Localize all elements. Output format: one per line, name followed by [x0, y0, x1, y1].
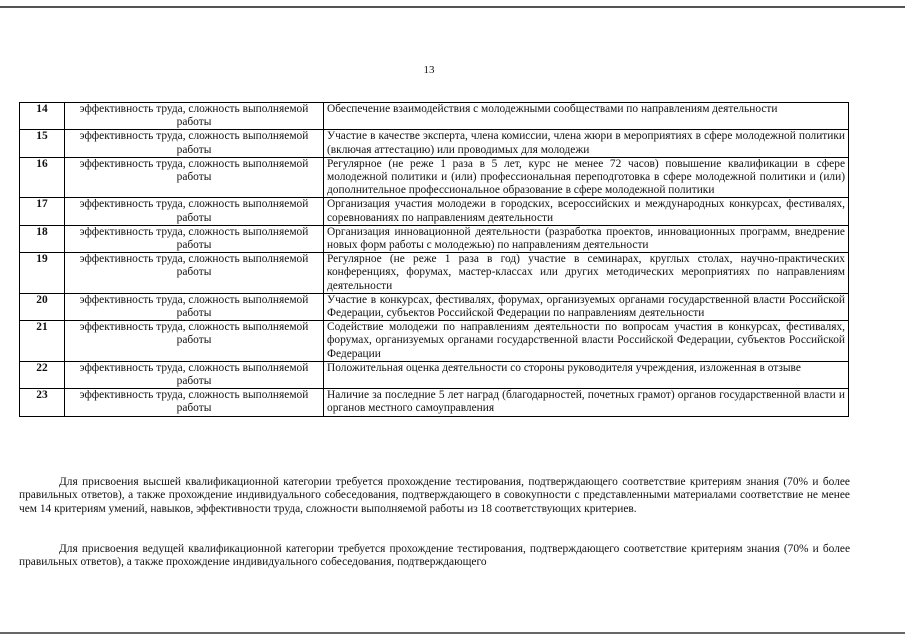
- row-number: 22: [20, 361, 65, 388]
- paragraph-leading-category: Для присвоения ведущей квалификационной категории требуется прохождение тестирования, подтверждающего соответствие критериям знания (70% и более правильных ответов), а также прохождение индивидуального собеседования, подтверждающего: [19, 543, 850, 569]
- table-row: [20, 321, 849, 362]
- row-criterion: эффективность труда, сложность выполняемой работы: [65, 103, 324, 130]
- row-criterion: эффективность труда, сложность выполняемой работы: [65, 198, 324, 225]
- row-description: Положительная оценка деятельности со стороны руководителя учреждения, изложенная в отзыве: [324, 361, 849, 388]
- row-number: 16: [20, 157, 65, 198]
- scan-edge-top: [0, 6, 905, 8]
- criteria-table-body: [20, 103, 849, 417]
- row-description: Участие в качестве эксперта, члена комиссии, члена жюри в мероприятиях в сфере молодежной политики (включая аттестацию) или проводимых для молодежи: [324, 130, 849, 157]
- row-description: Участие в конкурсах, фестивалях, форумах, организуемых органами государственной власти Российской Федерации, субъектов Российской Федерации по направлениям деятельности: [324, 293, 849, 320]
- table-row: [20, 157, 849, 198]
- table-row: [20, 103, 849, 130]
- row-number: 15: [20, 130, 65, 157]
- table-row: [20, 130, 849, 157]
- table-row: [20, 389, 849, 416]
- row-description: Наличие за последние 5 лет наград (благодарностей, почетных грамот) органов государственной власти и органов местного самоуправления: [324, 389, 849, 416]
- table-row: [20, 253, 849, 294]
- row-criterion: эффективность труда, сложность выполняемой работы: [65, 389, 324, 416]
- scan-edge-bottom: [0, 632, 905, 634]
- table-row: [20, 361, 849, 388]
- paragraph-highest-category: Для присвоения высшей квалификационной категории требуется прохождение тестирования, подтверждающего соответствие критериям знания (70% и более правильных ответов), а также прохождение индивидуального собеседования, подтверждающего в совокупности с представленными материалами соответствие не менее чем 14 критериям умений, навыков, эффективности труда, сложности выполняемой работы из 18 соответствующих критериев.: [19, 476, 850, 515]
- row-number: 20: [20, 293, 65, 320]
- row-description: Обеспечение взаимодействия с молодежными сообществами по направлениям деятельности: [324, 103, 849, 130]
- row-description: Регулярное (не реже 1 раза в год) участие в семинарах, круглых столах, научно-практических конференциях, форумах, мастер-классах или других методических мероприятиях по направлениям деятельности: [324, 253, 849, 294]
- row-criterion: эффективность труда, сложность выполняемой работы: [65, 225, 324, 252]
- row-description: Содействие молодежи по направлениям деятельности по вопросам участия в конкурсах, фестивалях, форумах, организуемых органами государственной власти Российской Федерации, субъектов Российской Федерации: [324, 321, 849, 362]
- criteria-table: [19, 102, 849, 417]
- row-number: 14: [20, 103, 65, 130]
- row-criterion: эффективность труда, сложность выполняемой работы: [65, 157, 324, 198]
- row-description: Организация участия молодежи в городских, всероссийских и международных конкурсах, фестивалях, соревнованиях по направлениям деятельности: [324, 198, 849, 225]
- row-criterion: эффективность труда, сложность выполняемой работы: [65, 321, 324, 362]
- row-number: 23: [20, 389, 65, 416]
- row-criterion: эффективность труда, сложность выполняемой работы: [65, 253, 324, 294]
- row-criterion: эффективность труда, сложность выполняемой работы: [65, 293, 324, 320]
- row-number: 21: [20, 321, 65, 362]
- row-number: 18: [20, 225, 65, 252]
- table-row: [20, 198, 849, 225]
- row-criterion: эффективность труда, сложность выполняемой работы: [65, 361, 324, 388]
- row-criterion: эффективность труда, сложность выполняемой работы: [65, 130, 324, 157]
- row-number: 17: [20, 198, 65, 225]
- row-number: 19: [20, 253, 65, 294]
- page-number: 13: [423, 64, 435, 76]
- row-description: Регулярное (не реже 1 раза в 5 лет, курс не менее 72 часов) повышение квалификации в сфере молодежной политики и (или) профессиональная переподготовка в сфере молодежной политики и (или) дополнительное профессиональное образование в сфере молодежной политики: [324, 157, 849, 198]
- row-description: Организация инновационной деятельности (разработка проектов, инновационных программ, внедрение новых форм работы с молодежью) по направлениям деятельности: [324, 225, 849, 252]
- table-row: [20, 225, 849, 252]
- table-row: [20, 293, 849, 320]
